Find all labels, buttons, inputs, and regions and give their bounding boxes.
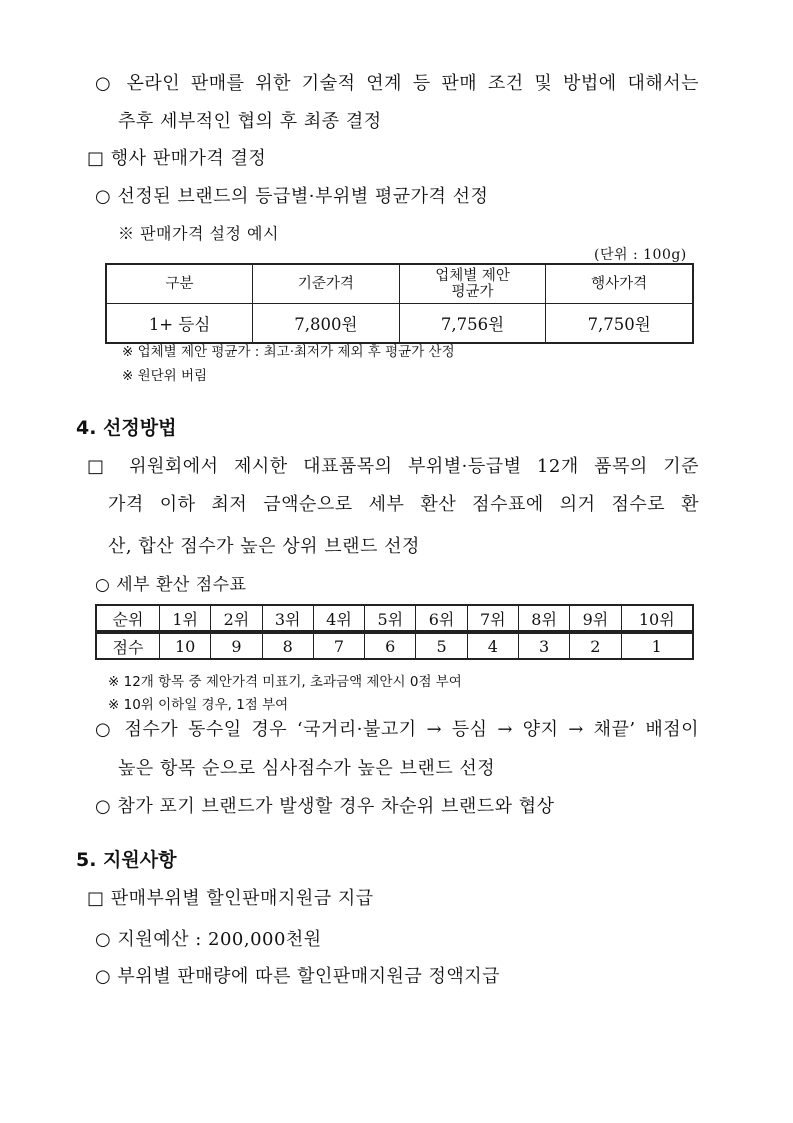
table-row <box>106 304 693 344</box>
selection-method-line3: 산, 합산 점수가 높은 상위 브랜드 선정 <box>108 536 420 557</box>
score-cell: 9 <box>211 632 262 659</box>
rank-cell: 10위 <box>621 605 693 632</box>
score-table-caption: ○ 세부 환산 점수표 <box>95 575 247 595</box>
score-cell: 10 <box>160 632 211 659</box>
note-rounding: ※ 원단위 버림 <box>122 368 208 384</box>
bullet-tie-line1: ○ 점수가 동수일 경우 ‘국거리·불고기 → 등심 → 양지 → 채끝’ 배점이 <box>95 719 699 740</box>
note-average-calc: ※ 업체별 제안 평균가 : 최고·최저가 제외 후 평균가 산정 <box>122 344 455 360</box>
item-event-price: □ 행사 판매가격 결정 <box>87 148 267 169</box>
table-header-row <box>106 264 693 304</box>
cell-avg-proposal: 7,756원 <box>399 304 546 344</box>
score-row <box>96 632 693 659</box>
cell-event-price: 7,750원 <box>546 304 693 344</box>
bullet-online-sales-line2: 추후 세부적인 협의 후 최종 결정 <box>118 111 382 132</box>
bullet-fixed-payment: ○ 부위별 판매량에 따른 할인판매지원금 정액지급 <box>95 966 501 987</box>
rank-cell: 6위 <box>416 605 467 632</box>
rank-label: 순위 <box>96 605 160 632</box>
rank-cell: 1위 <box>160 605 211 632</box>
bullet-online-sales-line1: ○ 온라인 판매를 위한 기술적 연계 등 판매 조건 및 방법에 대해서는 <box>95 73 699 94</box>
section-4-title: 4. 선정방법 <box>76 417 177 439</box>
unit-label: (단위 : 100g) <box>594 247 687 263</box>
rank-cell: 5위 <box>365 605 416 632</box>
header-avg-proposal-line2: 평균가 <box>451 284 494 300</box>
rank-cell: 2위 <box>211 605 262 632</box>
cell-grade: 1+ 등심 <box>106 304 253 344</box>
bullet-give-up: ○ 참가 포기 브랜드가 발생할 경우 차순위 브랜드와 협상 <box>95 796 555 817</box>
header-event-price: 행사가격 <box>546 264 693 304</box>
selection-method-line1: □ 위원회에서 제시한 대표품목의 부위별·등급별 12개 품목의 기준 <box>87 456 699 477</box>
note-price-example: ※ 판매가격 설정 예시 <box>118 224 279 243</box>
note-zero-points: ※ 12개 항목 중 제안가격 미표기, 초과금액 제안시 0점 부여 <box>108 674 462 690</box>
header-avg-proposal <box>399 264 546 304</box>
price-example-table <box>105 263 694 344</box>
rank-cell: 8위 <box>518 605 569 632</box>
bullet-tie-line2: 높은 항목 순으로 심사점수가 높은 브랜드 선정 <box>118 758 496 779</box>
rank-row <box>96 605 693 632</box>
header-category: 구분 <box>106 264 253 304</box>
rank-cell: 4위 <box>313 605 364 632</box>
note-one-point: ※ 10위 이하일 경우, 1점 부여 <box>108 697 289 713</box>
header-avg-proposal-line1: 업체별 제안 <box>435 268 510 284</box>
score-cell: 4 <box>467 632 518 659</box>
score-cell: 6 <box>365 632 416 659</box>
section-5-title: 5. 지원사항 <box>76 849 177 871</box>
score-conversion-table <box>95 604 694 660</box>
score-cell: 2 <box>570 632 621 659</box>
score-cell: 5 <box>416 632 467 659</box>
header-base-price: 기준가격 <box>253 264 400 304</box>
score-cell: 1 <box>621 632 693 659</box>
score-cell: 7 <box>313 632 364 659</box>
score-label: 점수 <box>96 632 160 659</box>
score-cell: 8 <box>262 632 313 659</box>
item-discount-subsidy: □ 판매부위별 할인판매지원금 지급 <box>87 888 374 909</box>
selection-method-line2: 가격 이하 최저 금액순으로 세부 환산 점수표에 의거 점수로 환 <box>108 494 699 515</box>
rank-cell: 9위 <box>570 605 621 632</box>
cell-base-price: 7,800원 <box>253 304 400 344</box>
bullet-budget: ○ 지원예산 : 200,000천원 <box>95 929 322 950</box>
score-cell: 3 <box>518 632 569 659</box>
bullet-average-price: ○ 선정된 브랜드의 등급별·부위별 평균가격 선정 <box>95 186 489 207</box>
rank-cell: 3위 <box>262 605 313 632</box>
rank-cell: 7위 <box>467 605 518 632</box>
